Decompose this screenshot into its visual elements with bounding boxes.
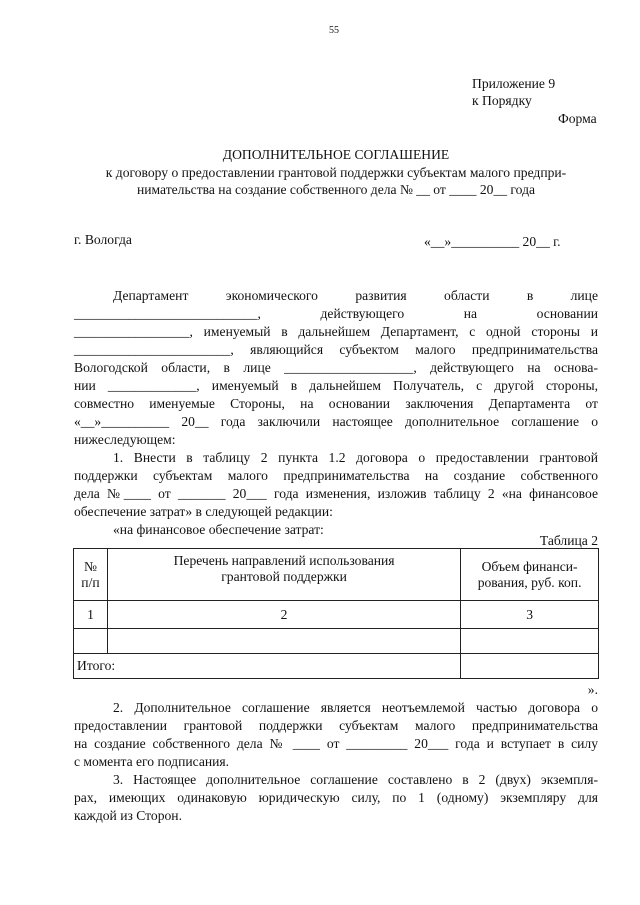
- paragraph-line: рах, имеющих одинаковую юридическую силу, по 1 (одному) экземпляру для: [74, 790, 598, 805]
- table-total-row: [74, 654, 599, 679]
- paragraph-line: дела №____ от _______ 20___ года изменения, изложив таблицу 2 «на финансовое: [74, 486, 598, 501]
- paragraph-line: 2. Дополнительное соглашение является неотъемлемой частью договора о: [113, 700, 598, 715]
- document-subtitle: нимательства на создание собственного дела № __ от ____ 20__ года: [136, 182, 536, 197]
- appendix-line: Приложение 9: [472, 76, 556, 91]
- paragraph-line: поддержки субъектам малого предпринимательства на создание собственного: [74, 468, 598, 483]
- table-cell: 1: [74, 601, 108, 629]
- paragraph-line: ___________________________, действующего на основании: [74, 306, 598, 321]
- paragraph-line: нии _____________, именуемый в дальнейшем Получатель, с другой стороны,: [74, 378, 598, 393]
- paragraph-line: предоставлении грантовой поддержки субъектам малого предпринимательства: [74, 718, 598, 733]
- paragraph-line: с момента его подписания.: [74, 754, 230, 769]
- grant-table: [73, 548, 599, 679]
- table-header-cell: Объем финанси- рования, руб. коп.: [461, 549, 599, 601]
- table-header-row: [74, 549, 599, 601]
- table-header-cell: № п/п: [74, 549, 108, 601]
- table-cell: [107, 629, 460, 654]
- paragraph-line: _________________, именуемый в дальнейшем Департамент, с одной стороны и: [74, 324, 598, 339]
- table-cell: [461, 629, 599, 654]
- city: г. Вологда: [74, 232, 132, 247]
- table-row: [74, 629, 599, 654]
- form-label: Форма: [558, 111, 597, 126]
- document-subtitle: к договору о предоставлении грантовой поддержки субъектам малого предпри-: [105, 165, 567, 180]
- agreement-date: «__»__________ 20__ г.: [424, 234, 561, 249]
- table-cell: 3: [461, 601, 599, 629]
- table-cell: [74, 629, 108, 654]
- paragraph-line: «на финансовое обеспечение затрат:: [113, 522, 324, 537]
- table-caption: Таблица 2: [539, 533, 598, 548]
- paragraph-line: на создание собственного дела № ____ от _________ 20___ года и вступает в силу: [74, 736, 598, 751]
- table-header-cell: Перечень направлений использования грантовой поддержки: [107, 549, 460, 601]
- paragraph-line: Вологодской области, в лице ___________________, действующего на основа-: [74, 360, 598, 375]
- table-cell: [461, 654, 599, 679]
- paragraph-line: Департамент экономического развития области в лице: [113, 288, 598, 303]
- table-total-label: Итого:: [74, 654, 461, 679]
- table-row: [74, 601, 599, 629]
- table-cell: 2: [107, 601, 460, 629]
- closing-quote: ».: [587, 682, 598, 697]
- paragraph-line: нижеследующем:: [74, 432, 176, 447]
- paragraph-line: «__»__________ 20__ года заключили настоящее дополнительное соглашение о: [74, 414, 598, 429]
- paragraph-line: 3. Настоящее дополнительное соглашение составлено в 2 (двух) экземпля-: [113, 772, 598, 787]
- paragraph-line: совместно именуемые Стороны, на основании заключения Департамента от: [74, 396, 598, 411]
- appendix-line: к Порядку: [472, 93, 532, 108]
- paragraph-line: _______________________, являющийся субъектом малого предпринимательства: [74, 342, 598, 357]
- document-title: ДОПОЛНИТЕЛЬНОЕ СОГЛАШЕНИЕ: [222, 147, 450, 162]
- paragraph-line: каждой из Сторон.: [74, 808, 182, 823]
- paragraph-line: обеспечение затрат» в следующей редакции:: [74, 504, 333, 519]
- paragraph-line: 1. Внести в таблицу 2 пункта 1.2 договора о предоставлении грантовой: [113, 450, 598, 465]
- page-number: 55: [329, 25, 339, 36]
